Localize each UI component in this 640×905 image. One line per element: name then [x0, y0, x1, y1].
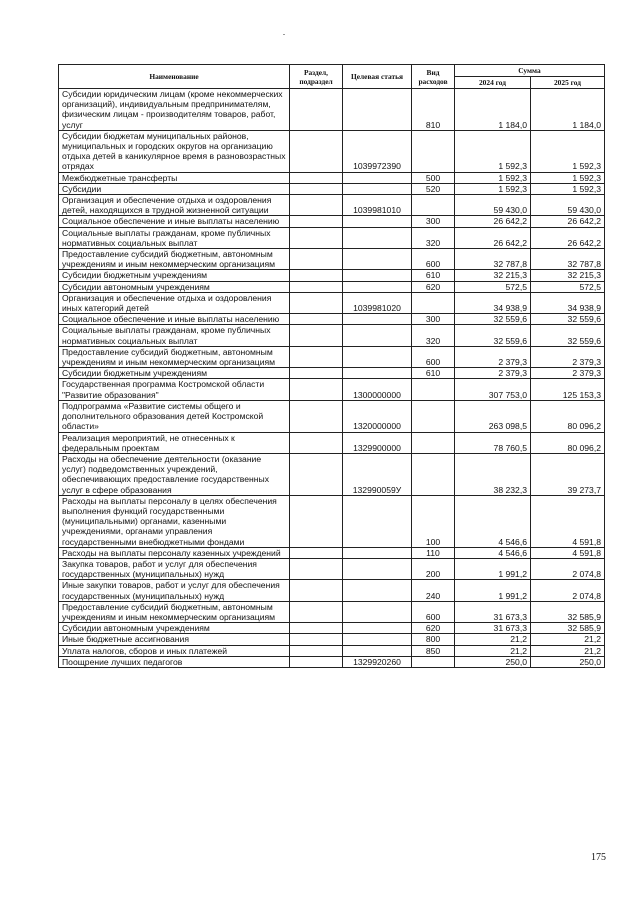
- row-name: Расходы на обеспечение деятельности (оказание услуг) подведомственных учреждений, обеспечивающих предоставление государственных услуг в сфере образования: [59, 453, 290, 495]
- row-name: Подпрограмма «Развитие системы общего и дополнительного образования детей Костромской области»: [59, 400, 290, 432]
- row-sum-2025: 32 585,9: [531, 601, 605, 622]
- table-row: [59, 314, 605, 325]
- row-type: [412, 432, 455, 453]
- row-sum-2024: 38 232,3: [455, 453, 531, 495]
- row-section: [290, 292, 343, 313]
- row-name: Субсидии автономным учреждениям: [59, 623, 290, 634]
- row-sum-2025: 21,2: [531, 645, 605, 656]
- row-sum-2024: 32 559,6: [455, 325, 531, 346]
- row-section: [290, 432, 343, 453]
- row-sum-2024: 32 559,6: [455, 314, 531, 325]
- row-sum-2024: 307 753,0: [455, 379, 531, 400]
- row-type: 110: [412, 547, 455, 558]
- row-type: 240: [412, 580, 455, 601]
- row-sum-2025: 2 074,8: [531, 580, 605, 601]
- row-sum-2025: 1 592,3: [531, 183, 605, 194]
- row-sum-2024: 2 379,3: [455, 368, 531, 379]
- row-sum-2024: 34 938,9: [455, 292, 531, 313]
- table-row: [59, 547, 605, 558]
- row-type: [412, 453, 455, 495]
- row-sum-2024: 4 546,6: [455, 547, 531, 558]
- row-sum-2024: 572,5: [455, 281, 531, 292]
- row-type: 320: [412, 325, 455, 346]
- row-target: [343, 601, 412, 622]
- row-name: Социальное обеспечение и иные выплаты населению: [59, 314, 290, 325]
- row-sum-2024: 1 592,3: [455, 183, 531, 194]
- row-target: [343, 346, 412, 367]
- row-sum-2024: 263 098,5: [455, 400, 531, 432]
- row-section: [290, 89, 343, 131]
- row-type: 610: [412, 368, 455, 379]
- row-type: [412, 130, 455, 172]
- row-section: [290, 453, 343, 495]
- row-target: [343, 645, 412, 656]
- row-sum-2024: 21,2: [455, 645, 531, 656]
- row-type: 300: [412, 314, 455, 325]
- row-name: Субсидии автономным учреждениям: [59, 281, 290, 292]
- row-target: 1039981020: [343, 292, 412, 313]
- row-name: Предоставление субсидий бюджетным, автономным учреждениям и иным некоммерческим организациям: [59, 601, 290, 622]
- row-sum-2024: 4 546,6: [455, 495, 531, 547]
- row-target: 132990059У: [343, 453, 412, 495]
- table-header: [59, 65, 605, 89]
- row-section: [290, 281, 343, 292]
- row-section: [290, 656, 343, 667]
- table-row: [59, 432, 605, 453]
- row-section: [290, 346, 343, 367]
- row-name: Субсидии бюджетам муниципальных районов, муниципальных и городских округов на организацию отдыха детей в каникулярное время в разновозрастных отрядах: [59, 130, 290, 172]
- row-target: [343, 558, 412, 579]
- row-target: [343, 281, 412, 292]
- row-sum-2025: 2 379,3: [531, 368, 605, 379]
- table-row: [59, 400, 605, 432]
- row-section: [290, 172, 343, 183]
- table-row: [59, 601, 605, 622]
- row-sum-2025: 32 215,3: [531, 270, 605, 281]
- row-type: 610: [412, 270, 455, 281]
- row-type: 500: [412, 172, 455, 183]
- row-name: Организация и обеспечение отдыха и оздоровления детей, находящихся в трудной жизненной ситуации: [59, 195, 290, 216]
- row-section: [290, 379, 343, 400]
- table-row: [59, 656, 605, 667]
- row-type: [412, 656, 455, 667]
- row-type: 600: [412, 249, 455, 270]
- row-target: [343, 368, 412, 379]
- row-section: [290, 601, 343, 622]
- row-section: [290, 495, 343, 547]
- row-type: 620: [412, 623, 455, 634]
- row-section: [290, 634, 343, 645]
- table-row: [59, 645, 605, 656]
- row-section: [290, 130, 343, 172]
- table-row: [59, 346, 605, 367]
- row-sum-2025: 572,5: [531, 281, 605, 292]
- row-target: [343, 227, 412, 248]
- row-sum-2024: 31 673,3: [455, 623, 531, 634]
- row-section: [290, 249, 343, 270]
- table-row: [59, 580, 605, 601]
- row-name: Предоставление субсидий бюджетным, автономным учреждениям и иным некоммерческим организациям: [59, 249, 290, 270]
- row-name: Иные бюджетные ассигнования: [59, 634, 290, 645]
- row-sum-2024: 59 430,0: [455, 195, 531, 216]
- row-target: [343, 314, 412, 325]
- row-name: Реализация мероприятий, не отнесенных к федеральным проектам: [59, 432, 290, 453]
- row-sum-2024: 32 215,3: [455, 270, 531, 281]
- row-name: Закупка товаров, работ и услуг для обеспечения государственных (муниципальных) нужд: [59, 558, 290, 579]
- row-sum-2025: 21,2: [531, 634, 605, 645]
- table-row: [59, 623, 605, 634]
- row-target: 1039972390: [343, 130, 412, 172]
- table-row: [59, 172, 605, 183]
- row-name: Расходы на выплаты персоналу казенных учреждений: [59, 547, 290, 558]
- row-name: Субсидии бюджетным учреждениям: [59, 270, 290, 281]
- row-sum-2024: 2 379,3: [455, 346, 531, 367]
- table-row: [59, 130, 605, 172]
- table-row: [59, 325, 605, 346]
- row-target: [343, 623, 412, 634]
- row-section: [290, 547, 343, 558]
- row-target: 1039981010: [343, 195, 412, 216]
- header-2024: 2024 год: [455, 77, 531, 89]
- row-name: Социальное обеспечение и иные выплаты населению: [59, 216, 290, 227]
- header-target: Целевая статья: [343, 65, 412, 89]
- row-sum-2025: 34 938,9: [531, 292, 605, 313]
- row-sum-2025: 26 642,2: [531, 216, 605, 227]
- row-target: 1320000000: [343, 400, 412, 432]
- row-section: [290, 195, 343, 216]
- row-section: [290, 183, 343, 194]
- row-sum-2025: 32 559,6: [531, 325, 605, 346]
- row-sum-2025: 80 096,2: [531, 400, 605, 432]
- row-type: [412, 292, 455, 313]
- row-section: [290, 325, 343, 346]
- row-section: [290, 216, 343, 227]
- row-sum-2025: 32 559,6: [531, 314, 605, 325]
- row-sum-2024: 1 184,0: [455, 89, 531, 131]
- row-section: [290, 270, 343, 281]
- page-number: 175: [591, 852, 606, 863]
- row-name: Социальные выплаты гражданам, кроме публичных нормативных социальных выплат: [59, 227, 290, 248]
- row-section: [290, 580, 343, 601]
- row-name: Субсидии бюджетным учреждениям: [59, 368, 290, 379]
- row-sum-2025: 250,0: [531, 656, 605, 667]
- row-target: 1329920260: [343, 656, 412, 667]
- row-type: 600: [412, 601, 455, 622]
- table-row: [59, 195, 605, 216]
- header-sum: Сумма: [455, 65, 605, 77]
- row-name: Социальные выплаты гражданам, кроме публичных нормативных социальных выплат: [59, 325, 290, 346]
- row-sum-2025: 1 592,3: [531, 172, 605, 183]
- row-type: 320: [412, 227, 455, 248]
- row-sum-2024: 21,2: [455, 634, 531, 645]
- row-target: [343, 172, 412, 183]
- scan-mark: [283, 34, 285, 35]
- table-row: [59, 558, 605, 579]
- row-type: 810: [412, 89, 455, 131]
- row-type: 850: [412, 645, 455, 656]
- row-sum-2024: 78 760,5: [455, 432, 531, 453]
- row-section: [290, 368, 343, 379]
- row-name: Предоставление субсидий бюджетным, автономным учреждениям и иным некоммерческим организациям: [59, 346, 290, 367]
- header-name: Наименование: [59, 65, 290, 89]
- row-sum-2025: 39 273,7: [531, 453, 605, 495]
- row-name: Поощрение лучших педагогов: [59, 656, 290, 667]
- row-sum-2024: 32 787,8: [455, 249, 531, 270]
- row-sum-2025: 26 642,2: [531, 227, 605, 248]
- row-name: Организация и обеспечение отдыха и оздоровления иных категорий детей: [59, 292, 290, 313]
- table-row: [59, 270, 605, 281]
- budget-table: [58, 64, 605, 668]
- row-type: 600: [412, 346, 455, 367]
- row-sum-2025: 1 184,0: [531, 89, 605, 131]
- row-target: [343, 89, 412, 131]
- table-row: [59, 227, 605, 248]
- row-sum-2025: 4 591,8: [531, 547, 605, 558]
- table-body: [59, 89, 605, 668]
- row-target: [343, 183, 412, 194]
- row-sum-2024: 250,0: [455, 656, 531, 667]
- table-row: [59, 183, 605, 194]
- row-section: [290, 314, 343, 325]
- row-target: [343, 547, 412, 558]
- row-sum-2025: 4 591,8: [531, 495, 605, 547]
- row-sum-2024: 26 642,2: [455, 227, 531, 248]
- row-sum-2025: 32 787,8: [531, 249, 605, 270]
- row-name: Государственная программа Костромской области "Развитие образования": [59, 379, 290, 400]
- row-target: [343, 249, 412, 270]
- row-target: [343, 580, 412, 601]
- row-section: [290, 645, 343, 656]
- row-sum-2025: 125 153,3: [531, 379, 605, 400]
- row-section: [290, 227, 343, 248]
- row-sum-2025: 80 096,2: [531, 432, 605, 453]
- row-sum-2024: 31 673,3: [455, 601, 531, 622]
- row-sum-2024: 1 991,2: [455, 558, 531, 579]
- row-target: 1329900000: [343, 432, 412, 453]
- row-name: Иные закупки товаров, работ и услуг для обеспечения государственных (муниципальных) нужд: [59, 580, 290, 601]
- row-target: [343, 634, 412, 645]
- row-target: 1300000000: [343, 379, 412, 400]
- row-sum-2024: 1 592,3: [455, 130, 531, 172]
- table-row: [59, 216, 605, 227]
- row-type: 620: [412, 281, 455, 292]
- row-type: 100: [412, 495, 455, 547]
- table-row: [59, 281, 605, 292]
- row-type: [412, 195, 455, 216]
- row-sum-2025: 1 592,3: [531, 130, 605, 172]
- row-section: [290, 623, 343, 634]
- row-name: Расходы на выплаты персоналу в целях обеспечения выполнения функций государственными (муниципальными) органами, казенными учреждениями, органами управления государственными внебюджетными фондами: [59, 495, 290, 547]
- row-sum-2025: 32 585,9: [531, 623, 605, 634]
- row-sum-2025: 59 430,0: [531, 195, 605, 216]
- table-row: [59, 634, 605, 645]
- header-2025: 2025 год: [531, 77, 605, 89]
- table-row: [59, 292, 605, 313]
- row-sum-2024: 1 991,2: [455, 580, 531, 601]
- row-sum-2025: 2 074,8: [531, 558, 605, 579]
- row-target: [343, 495, 412, 547]
- table-row: [59, 379, 605, 400]
- row-target: [343, 325, 412, 346]
- row-type: [412, 379, 455, 400]
- row-name: Уплата налогов, сборов и иных платежей: [59, 645, 290, 656]
- row-target: [343, 270, 412, 281]
- table-row: [59, 368, 605, 379]
- header-section: Раздел, подраздел: [290, 65, 343, 89]
- row-section: [290, 558, 343, 579]
- row-type: 200: [412, 558, 455, 579]
- header-type: Вид расходов: [412, 65, 455, 89]
- row-type: 520: [412, 183, 455, 194]
- row-name: Межбюджетные трансферты: [59, 172, 290, 183]
- table-row: [59, 249, 605, 270]
- row-name: Субсидии юридическим лицам (кроме некоммерческих организаций), индивидуальным предпринимателям, физическим лицам - производителям товаров, работ, услуг: [59, 89, 290, 131]
- table-row: [59, 495, 605, 547]
- row-sum-2024: 26 642,2: [455, 216, 531, 227]
- row-type: [412, 400, 455, 432]
- table-row: [59, 89, 605, 131]
- row-type: 800: [412, 634, 455, 645]
- table-row: [59, 453, 605, 495]
- row-sum-2024: 1 592,3: [455, 172, 531, 183]
- row-type: 300: [412, 216, 455, 227]
- row-name: Субсидии: [59, 183, 290, 194]
- row-section: [290, 400, 343, 432]
- row-target: [343, 216, 412, 227]
- row-sum-2025: 2 379,3: [531, 346, 605, 367]
